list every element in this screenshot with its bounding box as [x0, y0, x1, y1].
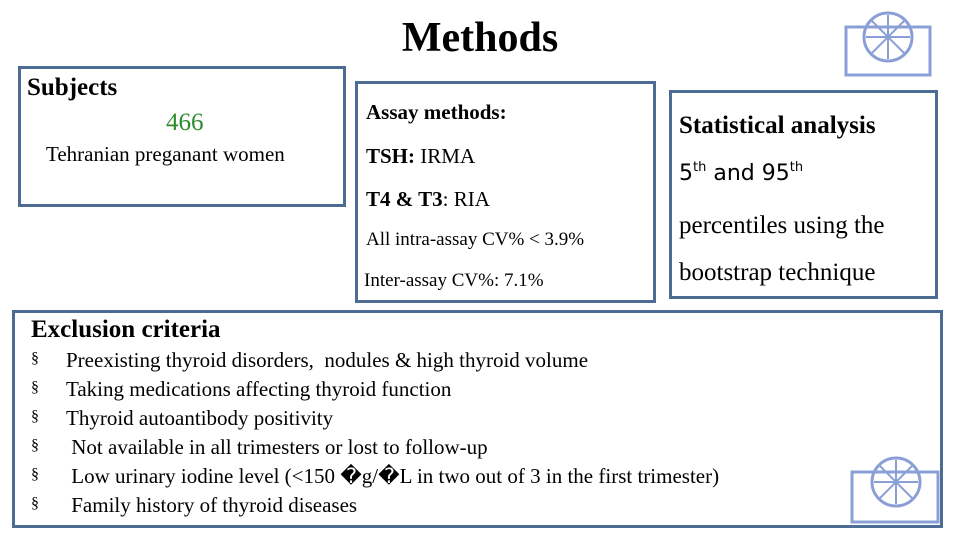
page-title: Methods — [401, 15, 559, 61]
exclusion-item: Not available in all trimesters or lost to follow-up — [66, 435, 488, 459]
exclusion-item: Low urinary iodine level (<150 �g/�L in two out of 3 in the first trimester) — [66, 464, 720, 488]
t4t3-value: : RIA — [442, 187, 490, 211]
assay-intra: All intra-assay CV% < 3.9% — [366, 229, 585, 250]
stats-heading: Statistical analysis — [679, 112, 876, 139]
p5: 5 — [679, 161, 693, 186]
t4t3-label: T4 & T3 — [366, 187, 443, 211]
sup-th: th — [789, 160, 804, 175]
bullet-icon: § — [31, 408, 39, 425]
and-95: and 95 — [706, 161, 790, 186]
subjects-description: Tehranian preganant women — [46, 142, 285, 166]
sup-th: th — [693, 160, 707, 175]
exclusion-item: Thyroid autoantibody positivity — [66, 406, 334, 430]
tsh-value: IRMA — [415, 144, 476, 168]
stats-percentiles — [679, 160, 803, 186]
assay-t4t3 — [366, 187, 490, 212]
exclusion-item: Preexisting thyroid disorders, nodules & high thyroid volume — [66, 348, 589, 372]
assay-tsh — [366, 144, 475, 169]
exclusion-heading: Exclusion criteria — [31, 316, 221, 343]
bullet-icon: § — [31, 495, 39, 512]
tsh-label: TSH: — [366, 144, 416, 168]
subjects-heading: Subjects — [27, 74, 118, 101]
bullet-icon: § — [31, 379, 39, 396]
stats-line2: percentiles using the — [679, 212, 885, 239]
subjects-count: 466 — [166, 109, 204, 136]
assay-heading: Assay methods: — [366, 100, 507, 124]
bullet-icon: § — [31, 350, 39, 367]
assay-inter: Inter-assay CV%: 7.1% — [364, 270, 544, 291]
exclusion-item: Family history of thyroid diseases — [66, 493, 358, 517]
stats-line3: bootstrap technique — [679, 259, 876, 286]
bullet-icon: § — [31, 437, 39, 454]
exclusion-item: Taking medications affecting thyroid function — [66, 377, 452, 401]
bullet-icon: § — [31, 466, 39, 483]
